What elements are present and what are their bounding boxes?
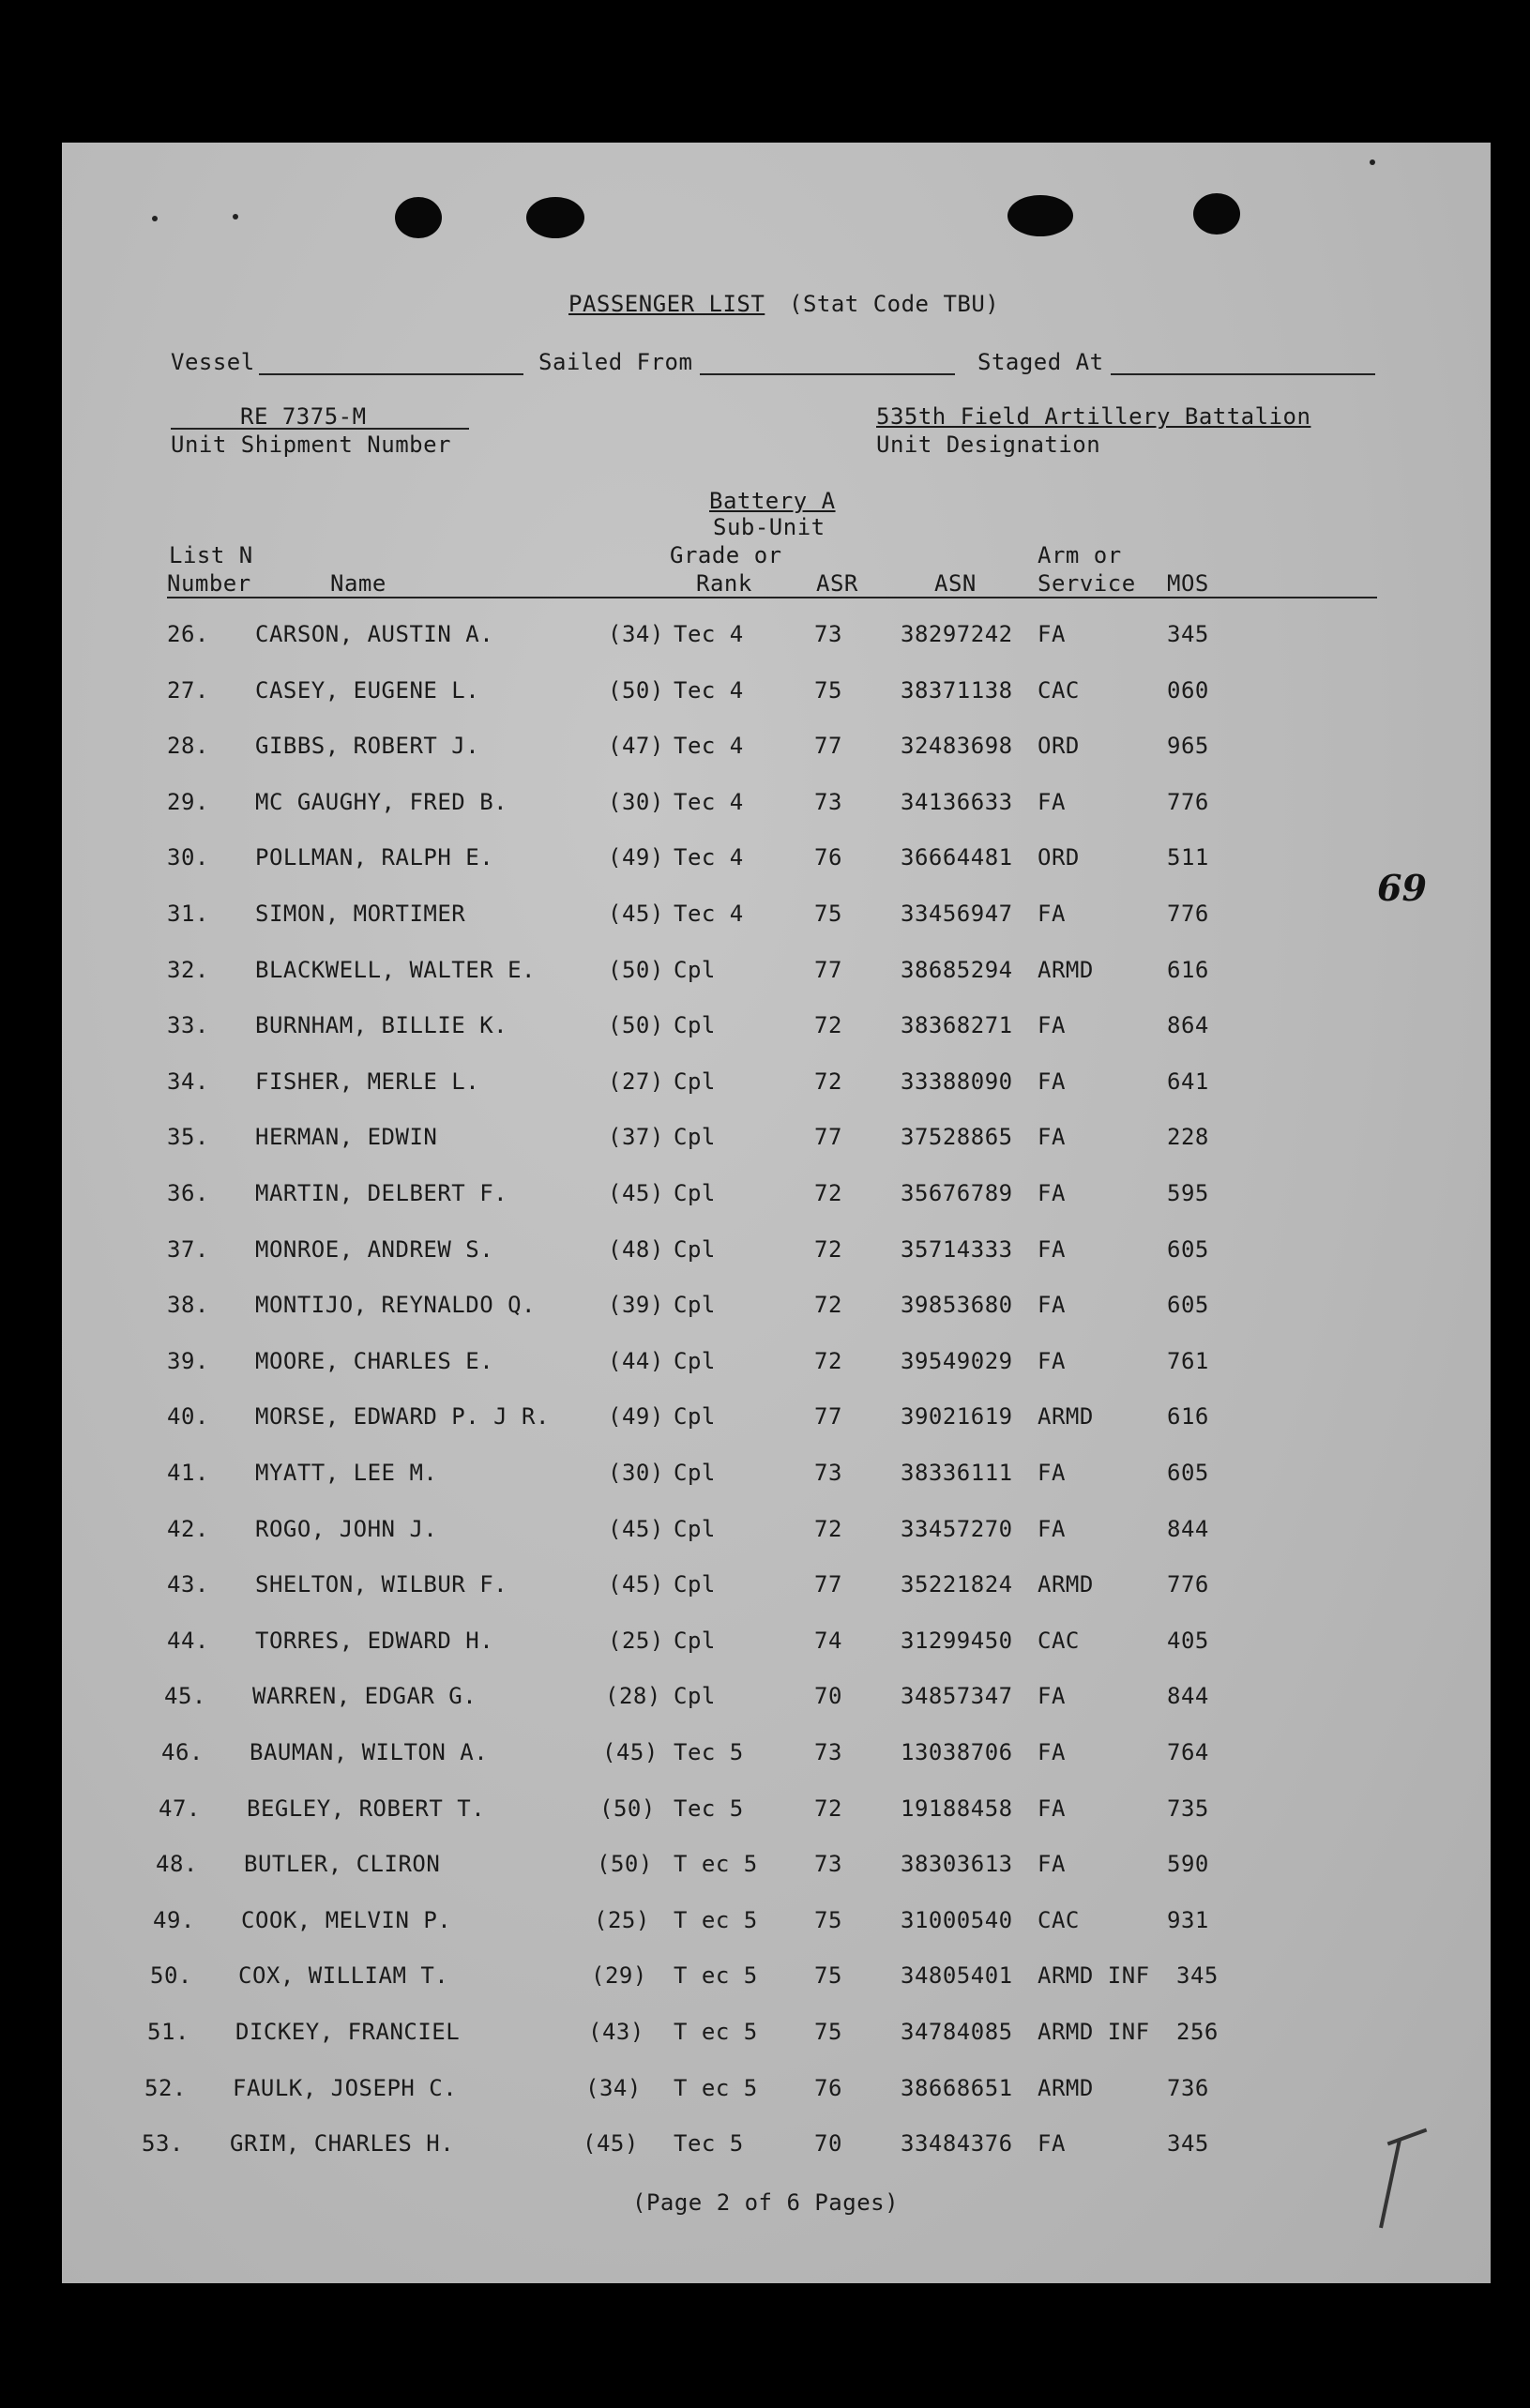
row-arm: FA: [1038, 1068, 1066, 1095]
row-asr: 75: [814, 901, 842, 927]
handwritten-page-number: 69: [1377, 867, 1427, 909]
row-arm: FA: [1038, 1124, 1066, 1151]
row-asr: 73: [814, 788, 842, 815]
row-rank: Cpl: [674, 956, 716, 983]
row-name: BUTLER, CLIRON: [244, 1851, 441, 1878]
table-row: [62, 2019, 1491, 2056]
row-name: COOK, MELVIN P.: [241, 1906, 452, 1933]
row-mos: 616: [1167, 1403, 1209, 1431]
row-rank: T ec 5: [674, 1962, 758, 1990]
row-age: (28): [605, 1683, 661, 1710]
row-asr: 75: [814, 676, 842, 704]
row-age: (37): [608, 1124, 664, 1151]
row-rank: T ec 5: [674, 1851, 758, 1878]
sub-unit-label: Sub-Unit: [713, 514, 826, 540]
row-name: HERMAN, EDWIN: [255, 1124, 438, 1151]
row-asr: 70: [814, 1683, 842, 1710]
row-arm: ARMD: [1038, 1403, 1094, 1431]
row-age: (45): [608, 1571, 664, 1598]
row-arm: FA: [1038, 901, 1066, 927]
speck: [233, 214, 238, 220]
row-asn: 38297242: [901, 621, 1013, 647]
table-row: [62, 2130, 1491, 2168]
row-age: (48): [608, 1235, 664, 1263]
row-name: MONTIJO, REYNALDO Q.: [255, 1292, 536, 1319]
row-rank: T ec 5: [674, 2019, 758, 2045]
punch-hole: [1007, 195, 1073, 236]
row-name: MORSE, EDWARD P. J R.: [255, 1403, 550, 1431]
row-number: 30.: [167, 844, 209, 871]
vessel-blank: [259, 373, 523, 375]
row-age: (47): [608, 733, 664, 760]
row-asr: 72: [814, 1068, 842, 1095]
row-mos: 641: [1167, 1068, 1209, 1095]
table-row: [62, 789, 1491, 826]
row-rank: Cpl: [674, 1012, 716, 1039]
row-rank: Tec 4: [674, 788, 744, 815]
row-mos: 735: [1167, 1795, 1209, 1822]
row-arm: FA: [1038, 621, 1066, 647]
unit-designation-label: Unit Designation: [876, 432, 1101, 458]
row-rank: Tec 4: [674, 844, 744, 871]
row-arm: FA: [1038, 1851, 1066, 1878]
row-rank: Tec 4: [674, 901, 744, 927]
row-rank: T ec 5: [674, 1906, 758, 1933]
row-arm: FA: [1038, 1683, 1066, 1710]
row-name: SHELTON, WILBUR F.: [255, 1571, 508, 1598]
row-mos: 844: [1167, 1683, 1209, 1710]
row-age: (45): [608, 901, 664, 927]
row-age: (50): [597, 1851, 653, 1878]
row-mos: 256: [1176, 2019, 1219, 2045]
row-number: 52.: [144, 2074, 187, 2101]
row-age: (43): [588, 2019, 644, 2045]
row-asn: 33484376: [901, 2130, 1013, 2158]
row-asn: 31299450: [901, 1627, 1013, 1654]
row-asn: 34784085: [901, 2019, 1013, 2045]
header-asn: ASN: [934, 570, 977, 597]
row-asn: 38668651: [901, 2074, 1013, 2101]
table-row: [62, 957, 1491, 994]
row-asr: 77: [814, 733, 842, 760]
table-row: [62, 1907, 1491, 1945]
row-arm: CAC: [1038, 1906, 1080, 1933]
header-mos: MOS: [1167, 570, 1209, 597]
table-row: [62, 677, 1491, 715]
row-asr: 74: [814, 1627, 842, 1654]
row-mos: 844: [1167, 1515, 1209, 1542]
row-arm: FA: [1038, 1180, 1066, 1206]
header-name: Name: [330, 570, 386, 597]
row-asn: 38371138: [901, 676, 1013, 704]
row-asr: 73: [814, 1739, 842, 1765]
row-arm: FA: [1038, 1460, 1066, 1486]
table-row: [62, 1236, 1491, 1274]
row-mos: 228: [1167, 1124, 1209, 1151]
header-list-top: List N: [169, 542, 253, 568]
row-age: (30): [608, 788, 664, 815]
row-asn: 34136633: [901, 788, 1013, 815]
row-arm: ORD: [1038, 733, 1080, 760]
row-age: (45): [608, 1180, 664, 1206]
row-arm: ARMD: [1038, 956, 1094, 983]
row-asr: 75: [814, 2019, 842, 2045]
row-age: (45): [608, 1515, 664, 1542]
row-rank: Cpl: [674, 1068, 716, 1095]
header-rank: Rank: [696, 570, 752, 597]
row-rank: T ec 5: [674, 2074, 758, 2101]
row-rank: Tec 5: [674, 1795, 744, 1822]
header-arm-top: Arm or: [1038, 542, 1122, 568]
row-name: TORRES, EDWARD H.: [255, 1627, 494, 1654]
stat-code: (Stat Code TBU): [789, 291, 1000, 317]
row-asr: 76: [814, 2074, 842, 2101]
row-mos: 776: [1167, 788, 1209, 815]
unit-designation: 535th Field Artillery Battalion: [876, 403, 1311, 430]
row-asn: 38368271: [901, 1012, 1013, 1039]
row-asn: 13038706: [901, 1739, 1013, 1765]
table-row: [62, 1962, 1491, 2000]
table-row: [62, 1180, 1491, 1218]
row-age: (50): [599, 1795, 656, 1822]
row-rank: Tec 4: [674, 733, 744, 760]
row-age: (45): [602, 1739, 659, 1765]
row-age: (25): [594, 1906, 650, 1933]
row-number: 32.: [167, 956, 209, 983]
row-arm: ARMD: [1038, 2074, 1094, 2101]
row-rank: Cpl: [674, 1460, 716, 1486]
row-asr: 75: [814, 1906, 842, 1933]
row-rank: Tec 4: [674, 676, 744, 704]
punch-hole: [395, 197, 442, 238]
table-row: [62, 621, 1491, 659]
table-row: [62, 733, 1491, 770]
row-age: (50): [608, 956, 664, 983]
row-number: 27.: [167, 676, 209, 704]
row-asn: 36664481: [901, 844, 1013, 871]
row-name: ROGO, JOHN J.: [255, 1515, 438, 1542]
row-name: CASEY, EUGENE L.: [255, 676, 480, 704]
row-number: 42.: [167, 1515, 209, 1542]
row-rank: Cpl: [674, 1515, 716, 1542]
row-asr: 77: [814, 1124, 842, 1151]
header-asr: ASR: [816, 570, 858, 597]
row-name: BURNHAM, BILLIE K.: [255, 1012, 508, 1039]
row-name: GIBBS, ROBERT J.: [255, 733, 480, 760]
row-mos: 605: [1167, 1292, 1209, 1319]
row-name: BLACKWELL, WALTER E.: [255, 956, 536, 983]
row-asr: 72: [814, 1012, 842, 1039]
row-asr: 72: [814, 1795, 842, 1822]
speck: [1370, 159, 1375, 165]
row-asn: 34805401: [901, 1962, 1013, 1990]
punch-hole: [1193, 193, 1240, 235]
row-name: BAUMAN, WILTON A.: [250, 1739, 489, 1765]
row-name: MC GAUGHY, FRED B.: [255, 788, 508, 815]
document-title: PASSENGER LIST: [568, 291, 765, 317]
table-row: [62, 901, 1491, 938]
row-mos: 931: [1167, 1906, 1209, 1933]
table-row: [62, 1124, 1491, 1161]
row-rank: Cpl: [674, 1571, 716, 1598]
row-arm: ARMD: [1038, 1571, 1094, 1598]
header-rule: [167, 597, 1377, 598]
row-arm: ORD: [1038, 844, 1080, 871]
header-service: Service: [1038, 570, 1136, 597]
row-number: 39.: [167, 1347, 209, 1374]
table-row: [62, 844, 1491, 882]
row-number: 36.: [167, 1180, 209, 1206]
row-mos: 345: [1167, 2130, 1209, 2158]
row-number: 44.: [167, 1627, 209, 1654]
table-row: [62, 1460, 1491, 1497]
row-mos: 590: [1167, 1851, 1209, 1878]
table-row: [62, 1012, 1491, 1050]
row-arm: CAC: [1038, 1627, 1080, 1654]
row-number: 29.: [167, 788, 209, 815]
row-number: 34.: [167, 1068, 209, 1095]
row-rank: Cpl: [674, 1180, 716, 1206]
row-asn: 33388090: [901, 1068, 1013, 1095]
row-number: 43.: [167, 1571, 209, 1598]
row-asr: 73: [814, 1460, 842, 1486]
row-number: 48.: [156, 1851, 198, 1878]
row-name: SIMON, MORTIMER: [255, 901, 466, 927]
row-number: 37.: [167, 1235, 209, 1263]
row-age: (50): [608, 1012, 664, 1039]
table-row: [62, 1292, 1491, 1329]
page-footer: (Page 2 of 6 Pages): [632, 2189, 900, 2216]
row-age: (34): [585, 2074, 642, 2101]
row-name: CARSON, AUSTIN A.: [255, 621, 494, 647]
speck: [152, 216, 158, 221]
row-name: MARTIN, DELBERT F.: [255, 1180, 508, 1206]
row-asn: 39021619: [901, 1403, 1013, 1431]
row-asn: 37528865: [901, 1124, 1013, 1151]
row-rank: Cpl: [674, 1124, 716, 1151]
row-mos: 405: [1167, 1627, 1209, 1654]
row-mos: 595: [1167, 1180, 1209, 1206]
row-name: MONROE, ANDREW S.: [255, 1235, 494, 1263]
row-asr: 72: [814, 1235, 842, 1263]
row-asr: 72: [814, 1180, 842, 1206]
row-age: (45): [583, 2130, 639, 2158]
row-age: (39): [608, 1292, 664, 1319]
row-number: 33.: [167, 1012, 209, 1039]
table-row: [62, 1795, 1491, 1833]
row-age: (27): [608, 1068, 664, 1095]
row-asn: 39549029: [901, 1347, 1013, 1374]
row-rank: Cpl: [674, 1683, 716, 1710]
row-mos: 616: [1167, 956, 1209, 983]
row-asr: 72: [814, 1347, 842, 1374]
table-row: [62, 1683, 1491, 1720]
row-number: 38.: [167, 1292, 209, 1319]
row-asn: 33456947: [901, 901, 1013, 927]
row-asn: 35714333: [901, 1235, 1013, 1263]
row-number: 41.: [167, 1460, 209, 1486]
row-mos: 761: [1167, 1347, 1209, 1374]
row-age: (25): [608, 1627, 664, 1654]
row-number: 53.: [142, 2130, 184, 2158]
row-arm: CAC: [1038, 676, 1080, 704]
row-arm: FA: [1038, 1347, 1066, 1374]
row-age: (34): [608, 621, 664, 647]
row-asn: 34857347: [901, 1683, 1013, 1710]
punch-hole: [526, 197, 584, 238]
row-number: 28.: [167, 733, 209, 760]
row-mos: 736: [1167, 2074, 1209, 2101]
row-age: (29): [591, 1962, 647, 1990]
table-row: [62, 2075, 1491, 2113]
sub-unit-value: Battery A: [709, 488, 836, 514]
table-row: [62, 1571, 1491, 1609]
sailed-from-blank: [700, 373, 955, 375]
row-mos: 764: [1167, 1739, 1209, 1765]
row-asn: 35221824: [901, 1571, 1013, 1598]
row-number: 47.: [159, 1795, 201, 1822]
row-asr: 77: [814, 1403, 842, 1431]
row-asn: 19188458: [901, 1795, 1013, 1822]
row-arm: FA: [1038, 1235, 1066, 1263]
row-asr: 70: [814, 2130, 842, 2158]
row-number: 35.: [167, 1124, 209, 1151]
row-arm: FA: [1038, 1795, 1066, 1822]
row-asr: 73: [814, 1851, 842, 1878]
row-arm: FA: [1038, 1012, 1066, 1039]
row-asn: 33457270: [901, 1515, 1013, 1542]
row-age: (49): [608, 1403, 664, 1431]
row-arm: FA: [1038, 1515, 1066, 1542]
row-name: POLLMAN, RALPH E.: [255, 844, 494, 871]
row-mos: 864: [1167, 1012, 1209, 1039]
row-arm: FA: [1038, 1739, 1066, 1765]
row-asn: 32483698: [901, 733, 1013, 760]
row-rank: Cpl: [674, 1292, 716, 1319]
row-rank: Cpl: [674, 1235, 716, 1263]
row-rank: Tec 5: [674, 2130, 744, 2158]
row-mos: 965: [1167, 733, 1209, 760]
row-mos: 605: [1167, 1235, 1209, 1263]
document-page: [62, 143, 1491, 2283]
row-asr: 76: [814, 844, 842, 871]
table-row: [62, 1516, 1491, 1553]
row-asr: 77: [814, 956, 842, 983]
row-asr: 72: [814, 1292, 842, 1319]
row-number: 49.: [153, 1906, 195, 1933]
row-mos: 345: [1167, 621, 1209, 647]
row-age: (30): [608, 1460, 664, 1486]
row-name: GRIM, CHARLES H.: [230, 2130, 455, 2158]
row-arm: FA: [1038, 2130, 1066, 2158]
row-name: BEGLEY, ROBERT T.: [247, 1795, 486, 1822]
row-number: 50.: [150, 1962, 192, 1990]
row-name: MOORE, CHARLES E.: [255, 1347, 494, 1374]
row-mos: 605: [1167, 1460, 1209, 1486]
row-rank: Tec 5: [674, 1739, 744, 1765]
row-name: COX, WILLIAM T.: [238, 1962, 449, 1990]
table-row: [62, 1068, 1491, 1106]
row-asn: 38336111: [901, 1460, 1013, 1486]
row-asn: 31000540: [901, 1906, 1013, 1933]
row-arm: ARMD INF: [1038, 1962, 1150, 1990]
shipment-number: RE 7375-M: [240, 403, 367, 430]
table-row: [62, 1403, 1491, 1441]
row-number: 51.: [147, 2019, 189, 2045]
row-asn: 39853680: [901, 1292, 1013, 1319]
row-age: (44): [608, 1347, 664, 1374]
table-row: [62, 1628, 1491, 1665]
row-number: 31.: [167, 901, 209, 927]
row-age: (50): [608, 676, 664, 704]
table-row: [62, 1739, 1491, 1777]
row-rank: Cpl: [674, 1627, 716, 1654]
staged-at-blank: [1111, 373, 1375, 375]
header-grade-top: Grade or: [670, 542, 782, 568]
row-number: 26.: [167, 621, 209, 647]
row-asn: 38685294: [901, 956, 1013, 983]
row-number: 40.: [167, 1403, 209, 1431]
row-number: 46.: [161, 1739, 204, 1765]
row-asr: 75: [814, 1962, 842, 1990]
row-mos: 345: [1176, 1962, 1219, 1990]
table-row: [62, 1348, 1491, 1386]
header-number: Number: [167, 570, 251, 597]
sailed-from-label: Sailed From: [538, 349, 693, 375]
row-mos: 511: [1167, 844, 1209, 871]
row-name: WARREN, EDGAR G.: [252, 1683, 477, 1710]
row-arm: FA: [1038, 1292, 1066, 1319]
row-rank: Cpl: [674, 1403, 716, 1431]
row-age: (49): [608, 844, 664, 871]
row-asn: 38303613: [901, 1851, 1013, 1878]
row-mos: 776: [1167, 1571, 1209, 1598]
row-rank: Cpl: [674, 1347, 716, 1374]
staged-at-label: Staged At: [977, 349, 1104, 375]
row-name: FISHER, MERLE L.: [255, 1068, 480, 1095]
row-mos: 060: [1167, 676, 1209, 704]
row-rank: Tec 4: [674, 621, 744, 647]
row-name: FAULK, JOSEPH C.: [233, 2074, 458, 2101]
row-name: MYATT, LEE M.: [255, 1460, 438, 1486]
row-asr: 72: [814, 1515, 842, 1542]
row-asr: 73: [814, 621, 842, 647]
shipment-number-label: Unit Shipment Number: [171, 432, 451, 458]
row-name: DICKEY, FRANCIEL: [235, 2019, 461, 2045]
row-arm: FA: [1038, 788, 1066, 815]
row-mos: 776: [1167, 901, 1209, 927]
row-number: 45.: [164, 1683, 206, 1710]
row-asn: 35676789: [901, 1180, 1013, 1206]
row-arm: ARMD INF: [1038, 2019, 1150, 2045]
vessel-label: Vessel: [171, 349, 255, 375]
table-row: [62, 1851, 1491, 1888]
row-asr: 77: [814, 1571, 842, 1598]
